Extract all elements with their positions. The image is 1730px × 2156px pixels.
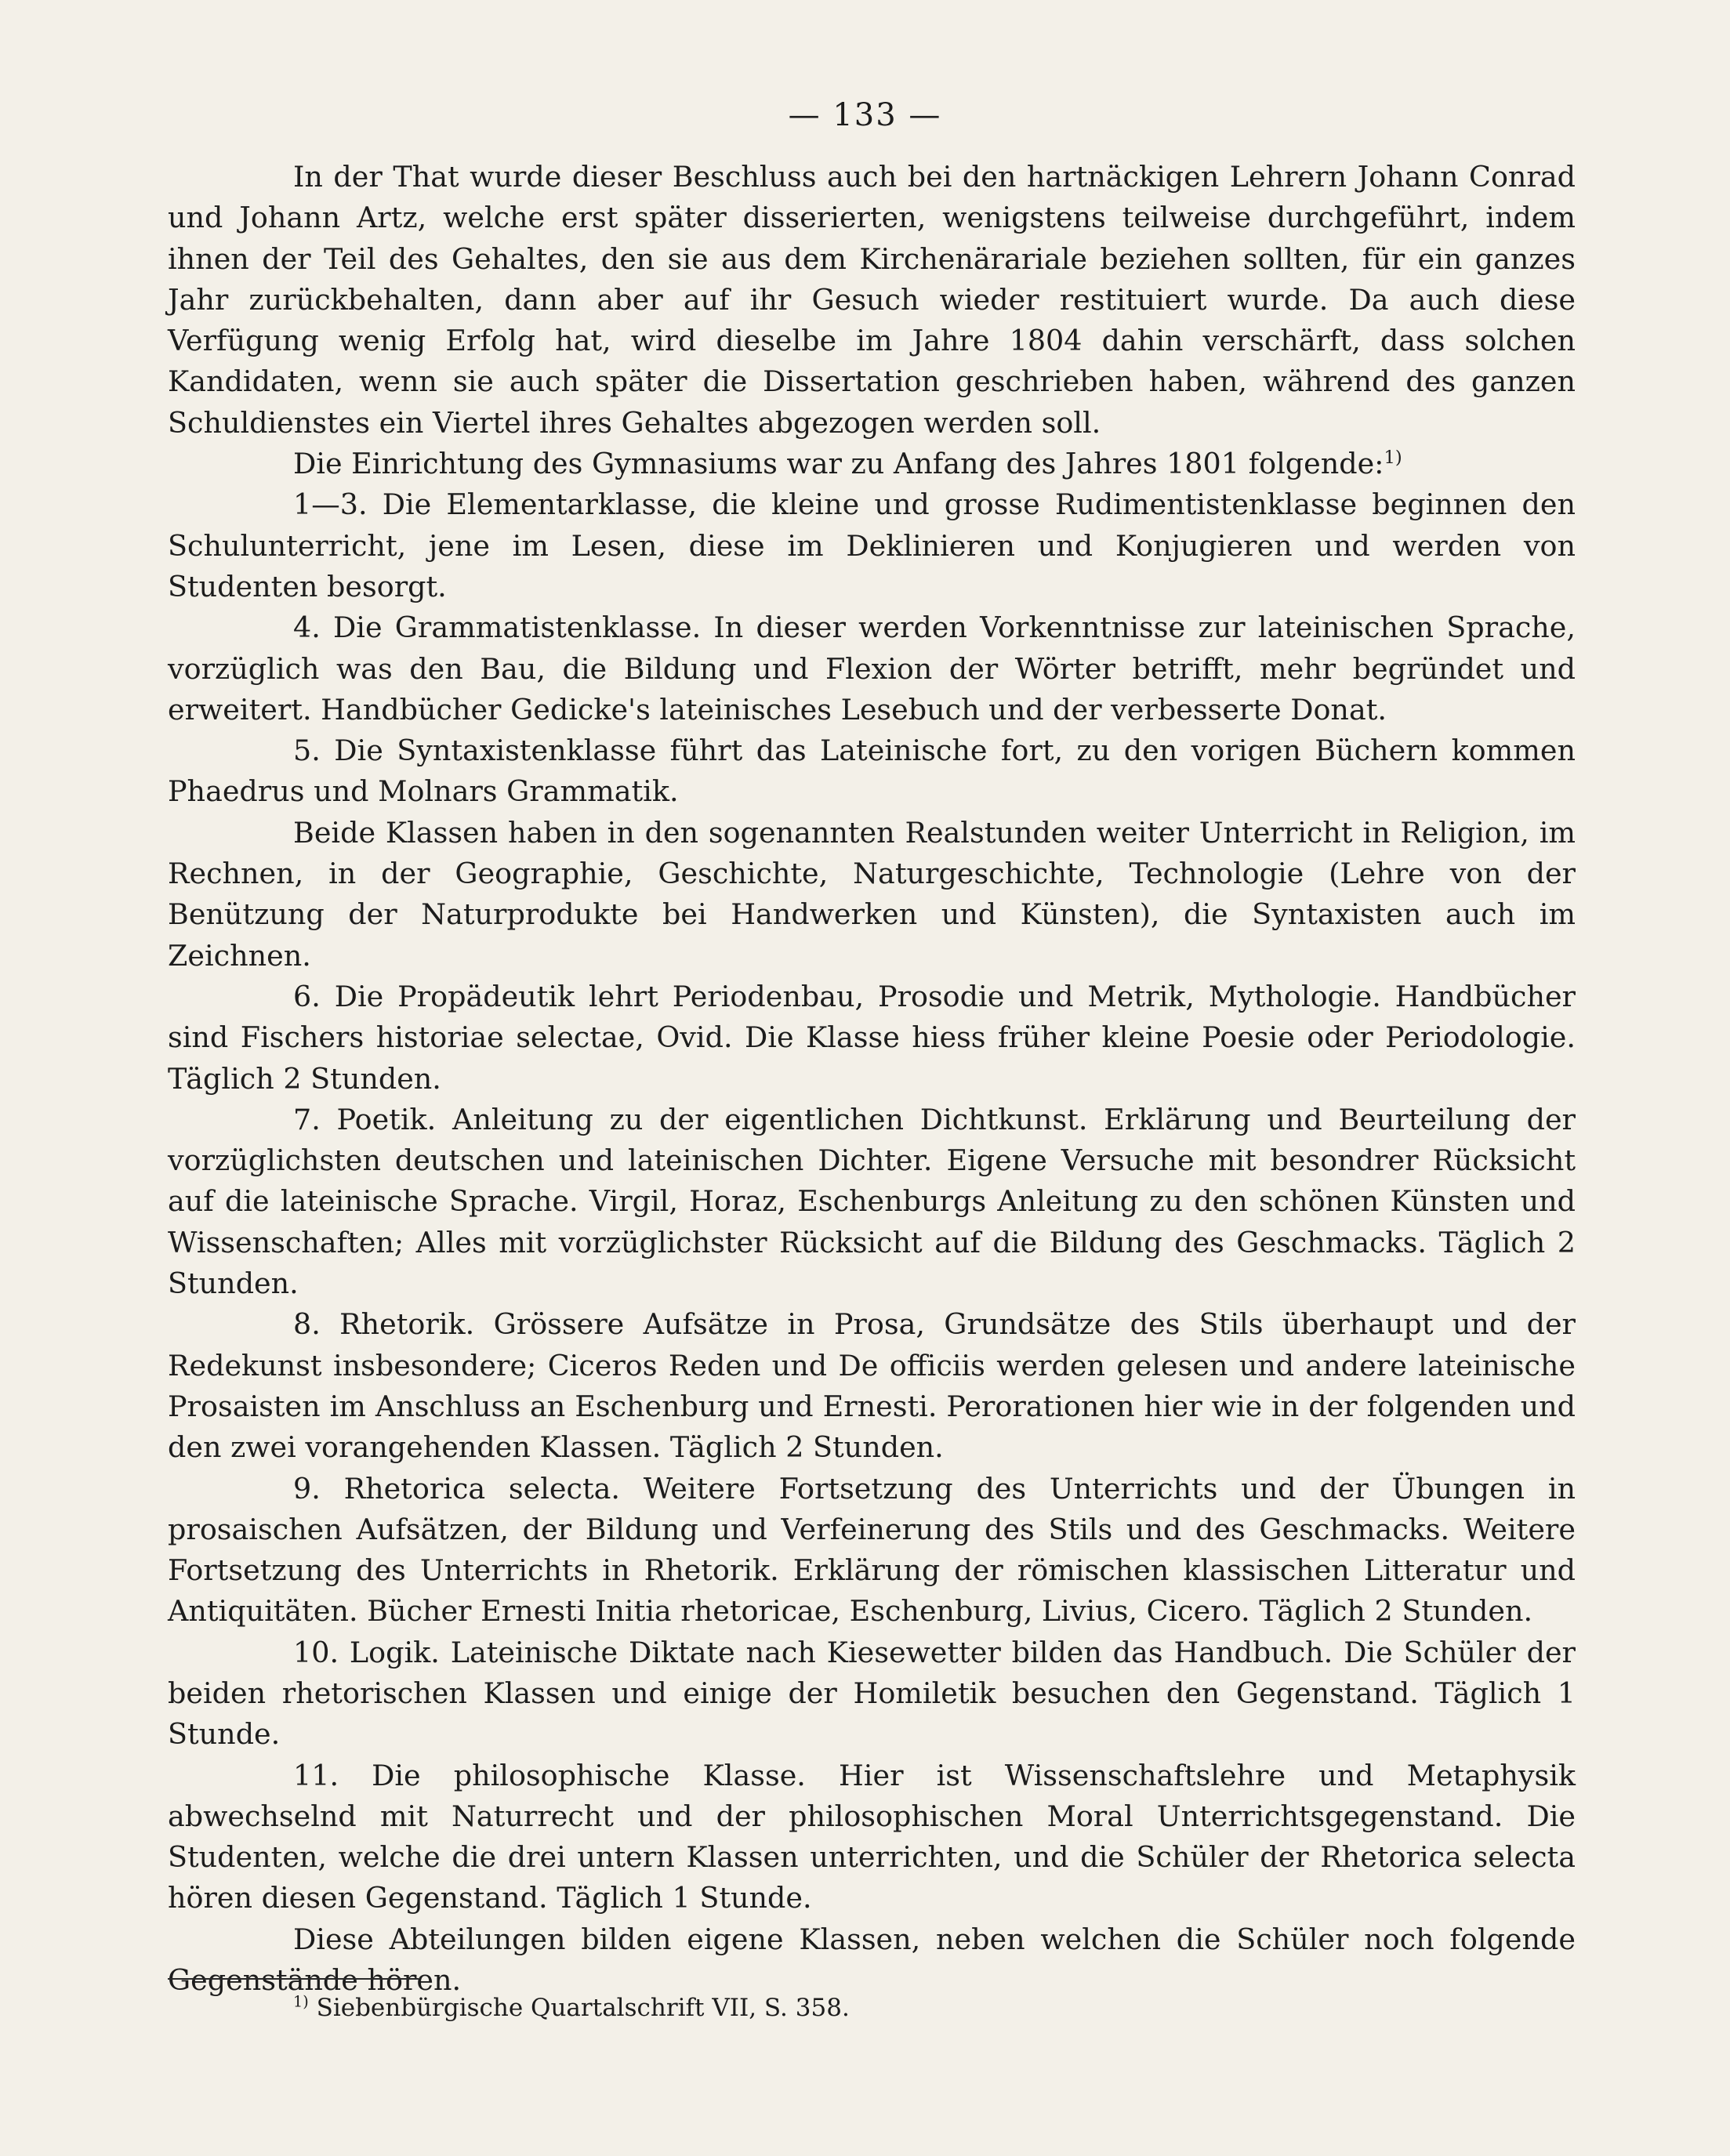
footnote bbox=[293, 1991, 850, 2025]
paragraph-classes-1-3: 1—3. Die Elementarklasse, die kleine und grosse Rudimentistenklasse beginnen den Schulunterricht, jene im Lesen, diese im Deklinieren und Konjugieren und werden von Studenten besorgt. bbox=[168, 487, 1576, 603]
paragraph-real-lessons: Beide Klassen haben in den sogenannten Realstunden weiter Unterricht in Religion, im Rechnen, in der Geographie, Geschichte, Naturgeschichte, Technologie (Lehre von der Benützung der Naturprodukte bei Handwerken und Künsten), die Syntaxisten auch im Zeichnen. bbox=[168, 815, 1576, 973]
paragraph-closing: Diese Abteilungen bilden eigene Klassen, neben welchen die Schüler noch folgende Gegenstände hören. bbox=[168, 1922, 1576, 1998]
paragraph-class-4: 4. Die Grammatistenklasse. In dieser werden Vorkenntnisse zur lateinischen Sprache, vorzüglich was den Bau, die Bildung und Flexion der Wörter betrifft, mehr begründet und erweitert. Handbücher Gedicke's lateinisches Lesebuch und der verbesserte Donat. bbox=[168, 611, 1576, 727]
paragraph-text: Die Einrichtung des Gymnasiums war zu Anfang des Jahres 1801 folgende: bbox=[293, 447, 1384, 481]
paragraph-class-11: 11. Die philosophische Klasse. Hier ist Wissenschaftslehre und Metaphysik abwechselnd mit Naturrecht und der philosophischen Moral Unterrichtsgegenstand. Die Studenten, welche die drei untern Klassen unterrichten, und die Schüler der Rhetorica selecta hören diesen Gegenstand. Täglich 1 Stunde. bbox=[168, 1758, 1576, 1915]
paragraph-gymnasium-setup bbox=[168, 444, 1576, 484]
paragraph-class-5: 5. Die Syntaxistenklasse führt das Lateinische fort, zu den vorigen Büchern kommen Phaedrus und Molnars Grammatik. bbox=[168, 734, 1576, 809]
body-text bbox=[168, 157, 1576, 2001]
paragraph-class-6: 6. Die Propädeutik lehrt Periodenbau, Prosodie und Metrik, Mythologie. Handbücher sind Fischers historiae selectae, Ovid. Die Klasse hiess früher kleine Poesie oder Periodologie. Täglich 2 Stunden. bbox=[168, 979, 1576, 1096]
paragraph-class-9: 9. Rhetorica selecta. Weitere Fortsetzung des Unterrichts und der Übungen in prosaischen Aufsätzen, der Bildung und Verfeinerung des Stils und des Geschmacks. Weitere Fortsetzung des Unterrichts in Rhetorik. Erklärung der römischen klassischen Litteratur und Antiquitäten. Bücher Ernesti Initia rhetoricae, Eschenburg, Livius, Cicero. Täglich 2 Stunden. bbox=[168, 1471, 1576, 1629]
page-number: — 133 — bbox=[788, 97, 942, 133]
paragraph-class-10: 10. Logik. Lateinische Diktate nach Kiesewetter bilden das Handbuch. Die Schüler der beiden rhetorischen Klassen und einige der Homiletik besuchen den Gegenstand. Täglich 1 Stunde. bbox=[168, 1635, 1576, 1752]
footnote-marker: 1) bbox=[293, 1992, 309, 2011]
paragraph-class-8: 8. Rhetorik. Grössere Aufsätze in Prosa, Grundsätze des Stils überhaupt und der Redekunst insbesondere; Ciceros Reden und De officiis werden gelesen und andere lateinische Prosaisten im Anschluss an Eschenburg und Ernesti. Perorationen hier wie in der folgenden und den zwei vorangehenden Klassen. Täglich 2 Stunden. bbox=[168, 1307, 1576, 1465]
paragraph-resolution: In der That wurde dieser Beschluss auch bei den hartnäckigen Lehrern Johann Conrad und Johann Artz, welche erst später disserierten, wenigstens teilweise durchgeführt, indem ihnen der Teil des Gehaltes, den sie aus dem Kirchenärariale beziehen sollten, für ein ganzes Jahr zurückbehalten, dann aber auf ihr Gesuch wieder restituiert wurde. Da auch diese Verfügung wenig Erfolg hat, wird dieselbe im Jahre 1804 dahin verschärft, dass solchen Kandidaten, wenn sie auch später die Dissertation geschrieben haben, während des ganzen Schuldienstes ein Viertel ihres Gehaltes abgezogen werden soll. bbox=[168, 160, 1576, 440]
footnote-text: Siebenbürgische Quartalschrift VII, S. 358. bbox=[316, 1994, 850, 2022]
footnote-divider bbox=[168, 1978, 419, 1980]
paragraph-class-7: 7. Poetik. Anleitung zu der eigentlichen Dichtkunst. Erklärung und Beurteilung der vorzüglichsten deutschen und lateinischen Dichter. Eigene Versuche mit besondrer Rücksicht auf die lateinische Sprache. Virgil, Horaz, Eschenburgs Anleitung zu den schönen Künsten und Wissenschaften; Alles mit vorzüglichster Rücksicht auf die Bildung des Geschmacks. Täglich 2 Stunden. bbox=[168, 1102, 1576, 1301]
footnote-reference: 1) bbox=[1384, 447, 1402, 468]
